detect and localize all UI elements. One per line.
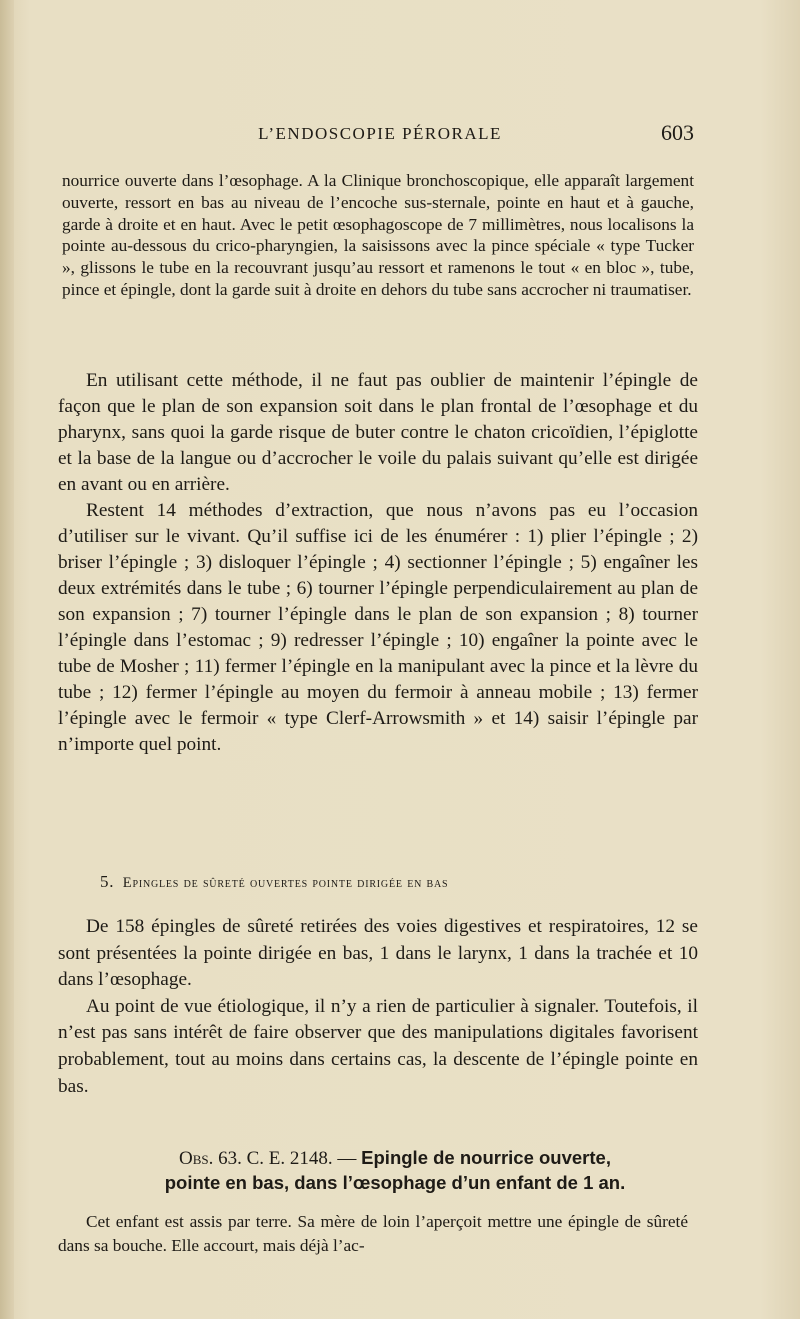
observation-paragraph: Cet enfant est assis par terre. Sa mère de loin l’aperçoit mettre une épingle de sûreté dans sa bouche. Elle accourt, mais déjà l’ac-: [58, 1212, 688, 1255]
section-number: 5.: [100, 872, 115, 891]
main-text-block: [58, 368, 698, 758]
paragraph-extraction-methods: Restent 14 méthodes d’extraction, que nous n’avons pas eu l’occasion d’utiliser sur le vivant. Qu’il suffise ici de les énumérer : 1) plier l’épingle ; 2) briser l’épingle ; 3) disloquer l’épingle ; 4) sectionner l’épingle ; 5) engaîner les deux extrémités dans le tube ; 6) tourner l’épingle perpendiculairement au plan de son expansion ; 7) tourner l’épingle dans le plan de son expansion ; 8) tourner l’épingle dans l’estomac ; 9) redresser l’épingle ; 10) engaîner la pointe avec le tube de Mosher ; 11) fermer l’épingle en la manipulant avec la pince et la lèvre du tube ; 12) fermer l’épingle au moyen du fermoir à anneau mobile ; 13) fermer l’épingle avec le fermoir « type Clerf-Arrowsmith » et 14) saisir l’épingle par n’importe quel point.: [58, 500, 698, 755]
observation-text-block: [58, 1210, 688, 1258]
page-number: 603: [661, 120, 694, 145]
page-gutter-shadow: [0, 0, 14, 1319]
observation-title-line1: Epingle de nourrice ouverte,: [361, 1147, 611, 1168]
section-text-block: [58, 914, 698, 1100]
section-title: Epingles de sûreté ouvertes pointe dirigée en bas: [122, 875, 449, 891]
observation-label: Obs. 63. C. E. 2148. —: [179, 1148, 357, 1169]
section-heading: [100, 872, 700, 892]
running-head: L’ENDOSCOPIE PÉRORALE: [258, 124, 502, 143]
page-header: [60, 120, 700, 150]
paragraph-etiology: Au point de vue étiologique, il n’y a rien de particulier à signaler. Toutefois, il n’est pas sans intérêt de faire observer que des manipulations digitales favorisent probablement, tout au moins dans certains cas, la descente de l’épingle pointe en bas.: [58, 995, 698, 1097]
observation-title-line2: pointe en bas, dans l’œsophage d’un enfant de 1 an.: [164, 1172, 626, 1193]
paragraph-method-note: En utilisant cette méthode, il ne faut pas oublier de maintenir l’épingle de façon que le plan de son expansion soit dans le plan frontal de l’œsophage et du pharynx, sans quoi la garde risque de buter contre le chaton cricoïdien, l’épiglotte et la base de la langue ou d’accrocher le voile du palais suivant qu’elle est dirigée en avant ou en arrière.: [58, 370, 698, 495]
paragraph-statistics: De 158 épingles de sûreté retirées des voies digestives et respiratoires, 12 se sont présentées la pointe dirigée en bas, 1 dans le larynx, 1 dans la trachée et 10 dans l’œsophage.: [58, 916, 698, 991]
case-continuation-paragraph: nourrice ouverte dans l’œsophage. A la Clinique bronchoscopique, elle apparaît largement ouverte, ressort en bas au niveau de l’encoche sus-sternale, pointe en haut et à gauche, garde à droite et en haut. Avec le petit œsophagoscope de 7 millimètres, nous localisons la pointe au-dessous du crico-pharyngien, la saisissons avec la pince spéciale « type Tucker », glissons le tube en la recouvrant jusqu’au ressort et ramenons le tout « en bloc », tube, pince et épingle, dont la garde suit à droite en dehors du tube sans accrocher ni traumatiser.: [62, 171, 694, 299]
observation-heading: [90, 1146, 700, 1196]
